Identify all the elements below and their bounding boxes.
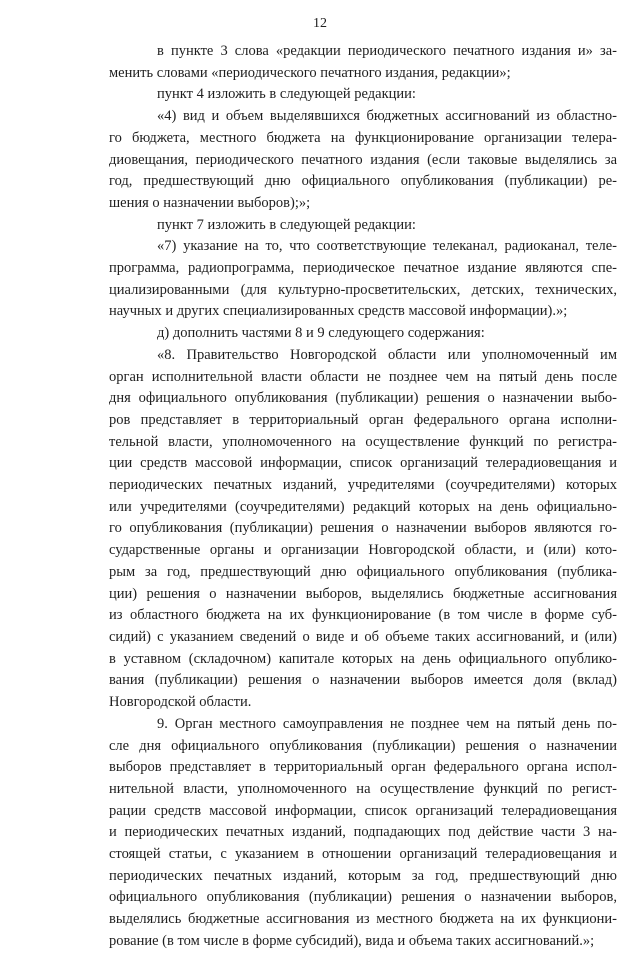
text-line: «4) вид и объем выделявшихся бюджетных ассигнований из областно- <box>157 108 617 125</box>
text-line: рации средств массовой информации, список организаций телерадиовещания <box>109 802 617 819</box>
text-line: стоящей статьи, с указанием в отношении организаций телерадиовещания и <box>109 846 617 863</box>
text-line: циализированными (для культурно-просветительских, детских, технических, <box>109 281 617 298</box>
text-line: сле дня официального опубликования (публикации) решения о назначении <box>109 737 617 754</box>
text-line: сударственные органы и организации Новгородской области, и (или) кото- <box>109 542 617 559</box>
text-line: тельной власти, уполномоченного на осуществление функций по регистра- <box>109 433 617 450</box>
document-body <box>109 41 617 953</box>
text-line: орган исполнительной власти области не позднее чем на пятый день после <box>109 368 617 385</box>
text-line: из областного бюджета на их функционирование (в том числе в форме суб- <box>109 607 617 624</box>
text-line: пункт 7 изложить в следующей редакции: <box>157 216 416 233</box>
text-line: и периодических печатных изданий, подпадающих под действие части 3 на- <box>109 824 617 841</box>
text-line: рование (в том числе в форме субсидий), вида и объема таких ассигнований.»; <box>109 932 595 949</box>
text-line: ции) решения о назначении выборов, выделялись бюджетные ассигнования <box>109 585 617 602</box>
text-line: го бюджета, местного бюджета на функционирование организации телера- <box>109 129 617 146</box>
text-line: ров представляет в территориальный орган федерального органа исполни- <box>109 411 617 428</box>
text-line: или учредителями (соучредителями) редакций которых на день официально- <box>109 498 617 515</box>
text-line: «8. Правительство Новгородской области или уполномоченный им <box>157 346 617 363</box>
text-line: периодических печатных изданий, которым за год, предшествующий дню <box>109 867 617 884</box>
text-line: Новгородской области. <box>109 694 252 711</box>
text-line: периодических печатных изданий, учредителями (соучредителями) которых <box>109 477 617 494</box>
text-line: д) дополнить частями 8 и 9 следующего содержания: <box>157 325 485 342</box>
text-line: официального опубликования (публикации) решения о назначении выборов, <box>109 889 617 906</box>
text-line: пункт 4 изложить в следующей редакции: <box>157 86 416 103</box>
text-line: выделялись бюджетные ассигнования из местного бюджета на их функциони- <box>109 911 617 928</box>
text-line: рым за год, предшествующий дню официального опубликования (публика- <box>109 563 617 580</box>
text-line: 9. Орган местного самоуправления не позднее чем на пятый день по- <box>157 715 617 732</box>
text-line: научных и других специализированных средств массовой информации).»; <box>109 303 568 320</box>
text-line: го опубликования (публикации) решения о назначении выборов являются го- <box>109 520 617 537</box>
text-line: менить словами «периодического печатного издания, редакции»; <box>109 64 511 81</box>
text-line: диовещания, периодического печатного издания (если таковые выделялись за <box>109 151 617 168</box>
text-line: нительной власти, уполномоченного на осуществление функций по регист- <box>109 780 617 797</box>
text-line: ции средств массовой информации, список организаций телерадиовещания и <box>109 455 617 472</box>
text-line: в уставном (складочном) капитале которых на день официального опублико- <box>109 650 617 667</box>
text-line: дня официального опубликования (публикации) решения о назначении выбо- <box>109 390 617 407</box>
text-line: вания (публикации) решения о назначении выборов имеется доля (вклад) <box>109 672 617 689</box>
text-line: в пункте 3 слова «редакции периодического печатного издания и» за- <box>157 43 617 59</box>
page-number: 12 <box>313 16 327 31</box>
text-line: «7) указание на то, что соответствующие телеканал, радиоканал, теле- <box>157 238 617 255</box>
text-line: год, предшествующий дню официального опубликования (публикации) ре- <box>109 173 617 190</box>
text-line: шения о назначении выборов);»; <box>109 194 311 211</box>
text-line: сидий) с указанием сведений о виде и об объеме таких ассигнований, и (или) <box>109 628 617 645</box>
text-line: программа, радиопрограмма, периодическое печатное издание являются спе- <box>109 260 617 277</box>
text-line: выборов представляет в территориальный орган федерального органа испол- <box>109 759 617 776</box>
